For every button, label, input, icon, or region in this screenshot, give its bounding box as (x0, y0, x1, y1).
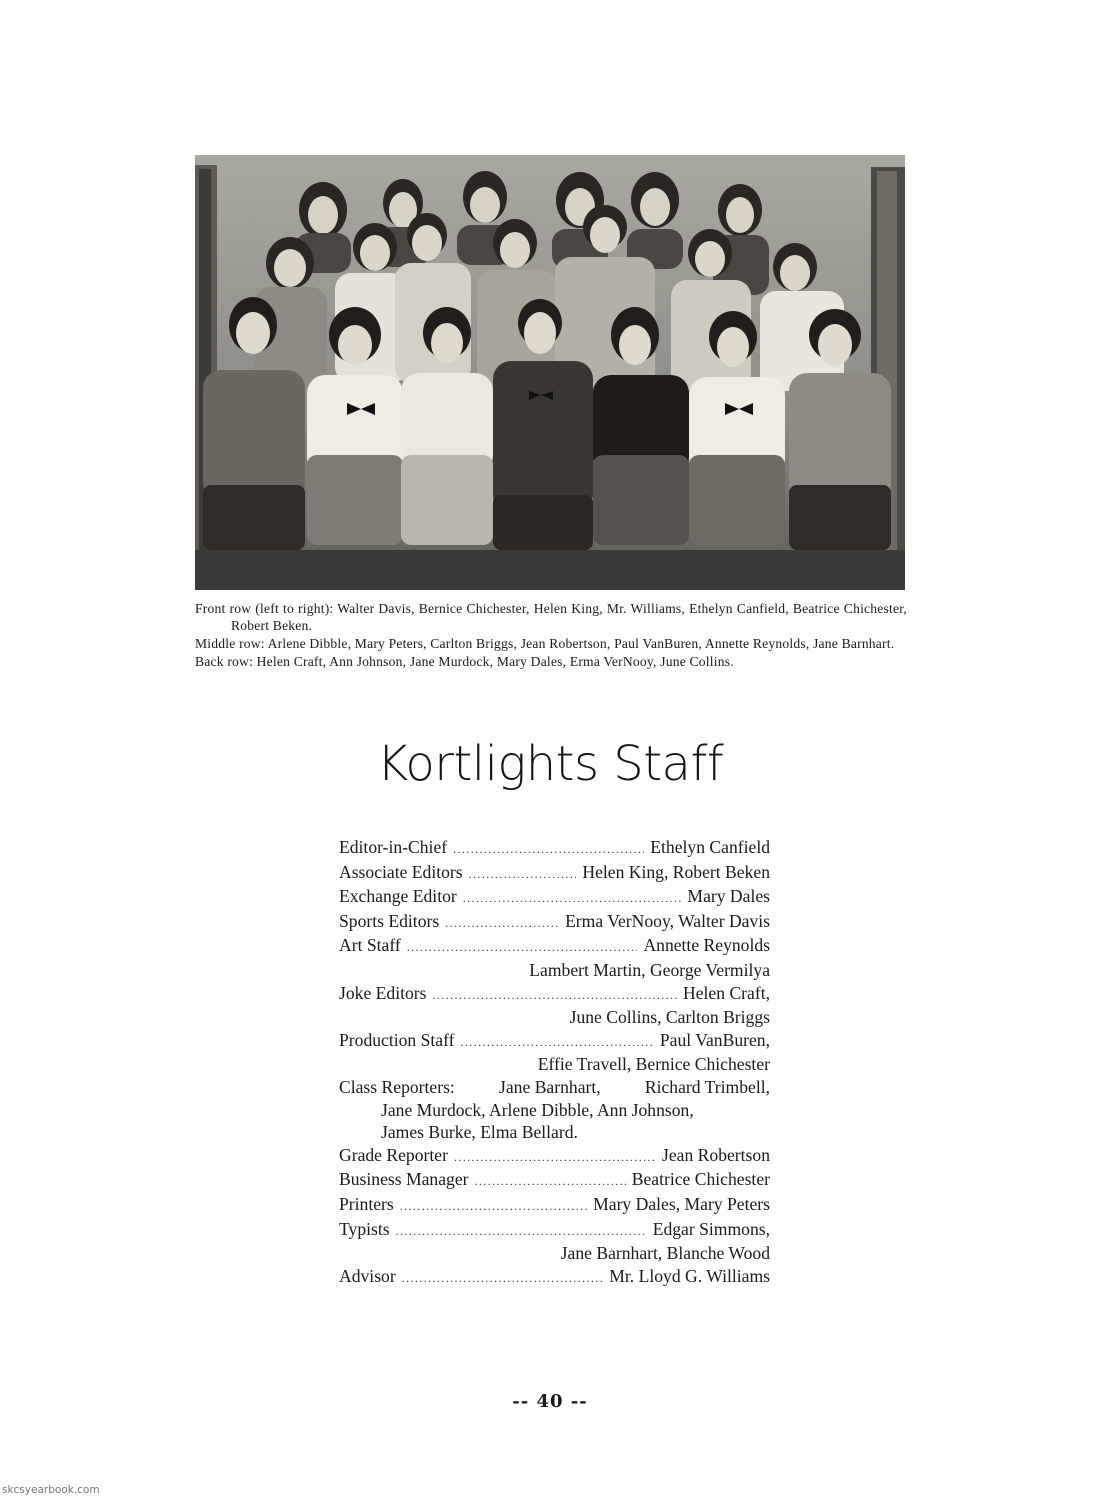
dot-leader (432, 984, 677, 1007)
caption-middle-row: Middle row: Arlene Dibble, Mary Peters, Carlton Briggs, Jean Robertson, Paul VanBuren, Annette Reynolds, Jane Barnhart. (195, 635, 895, 651)
staff-names: Mary Dales, Mary Peters (593, 1193, 770, 1214)
staff-role: Advisor (339, 1265, 396, 1286)
staff-names-continued: Jane Murdock, Arlene Dibble, Ann Johnson, (381, 1099, 694, 1120)
staff-entry (339, 1265, 770, 1290)
staff-role: Grade Reporter (339, 1144, 448, 1165)
staff-role: Editor-in-Chief (339, 837, 448, 857)
staff-entry (339, 836, 770, 861)
photo-caption (195, 601, 907, 672)
staff-entry (339, 1029, 770, 1076)
dot-leader (445, 912, 559, 935)
staff-names: Mr. Lloyd G. Williams (609, 1265, 770, 1286)
staff-names: Richard Trimbell, (644, 1076, 770, 1097)
dot-leader (402, 1267, 604, 1290)
staff-entry (339, 1168, 770, 1193)
staff-names-continued: Lambert Martin, George Vermilya (529, 959, 770, 980)
group-photo-image (195, 155, 905, 590)
staff-names: Mary Dales (687, 886, 770, 907)
staff-names: Edgar Simmons, (652, 1218, 770, 1239)
dot-leader (400, 1195, 587, 1218)
staff-role: Exchange Editor (339, 886, 457, 907)
staff-entry (339, 1218, 770, 1265)
staff-names: Beatrice Chichester (631, 1169, 770, 1190)
staff-role: Class Reporters: (339, 1076, 455, 1097)
dot-leader (461, 1031, 654, 1054)
dot-leader (407, 936, 638, 959)
staff-names-continued: Jane Barnhart, Blanche Wood (560, 1243, 770, 1264)
staff-role: Printers (339, 1193, 394, 1214)
staff-names: Paul VanBuren, (659, 1029, 770, 1050)
staff-entry (339, 982, 770, 1029)
staff-names: Erma VerNooy, Walter Davis (565, 910, 770, 931)
staff-role: Typists (339, 1218, 390, 1239)
page-number: -- 40 -- (512, 1391, 588, 1412)
dot-leader (454, 1146, 656, 1169)
dot-leader (463, 887, 682, 910)
staff-names: Helen King, Robert Beken (582, 861, 770, 882)
staff-names: Jane Barnhart, (499, 1076, 601, 1097)
staff-entry (339, 1144, 770, 1169)
staff-role: Art Staff (339, 935, 401, 956)
dot-leader (453, 838, 644, 861)
caption-back-row: Back row: Helen Craft, Ann Johnson, Jane Murdock, Mary Dales, Erma VerNooy, June Collins. (195, 653, 734, 669)
dot-leader (475, 1170, 626, 1193)
staff-entry (339, 885, 770, 910)
dot-leader (469, 863, 577, 886)
staff-role: Associate Editors (339, 861, 463, 882)
class-reporters-entry (339, 1076, 770, 1144)
staff-entry (339, 934, 770, 981)
staff-list (339, 836, 770, 1289)
staff-names-continued: Effie Travell, Bernice Chichester (537, 1054, 770, 1075)
staff-names-continued: James Burke, Elma Bellard. (381, 1122, 578, 1143)
staff-role: Production Staff (339, 1029, 455, 1050)
watermark: skcsyearbook.com (2, 1484, 100, 1496)
caption-front-row: Front row (left to right): Walter Davis, Bernice Chichester, Helen King, Mr. Williams, Ethelyn Canfield, Beatrice Chichester, Robert Beken. (195, 601, 907, 633)
staff-entry (339, 861, 770, 886)
staff-role: Joke Editors (339, 982, 427, 1003)
staff-title: Kortlights Staff (376, 736, 724, 792)
staff-names: Ethelyn Canfield (650, 837, 770, 857)
staff-names: Helen Craft, (683, 982, 770, 1003)
staff-entry (339, 910, 770, 935)
staff-names-continued: June Collins, Carlton Briggs (569, 1007, 770, 1028)
dot-leader (396, 1220, 647, 1243)
staff-entry (339, 1193, 770, 1218)
group-photo (195, 155, 905, 590)
staff-role: Business Manager (339, 1169, 469, 1190)
staff-names: Annette Reynolds (643, 935, 770, 956)
staff-names: Jean Robertson (662, 1144, 770, 1165)
staff-role: Sports Editors (339, 910, 440, 931)
